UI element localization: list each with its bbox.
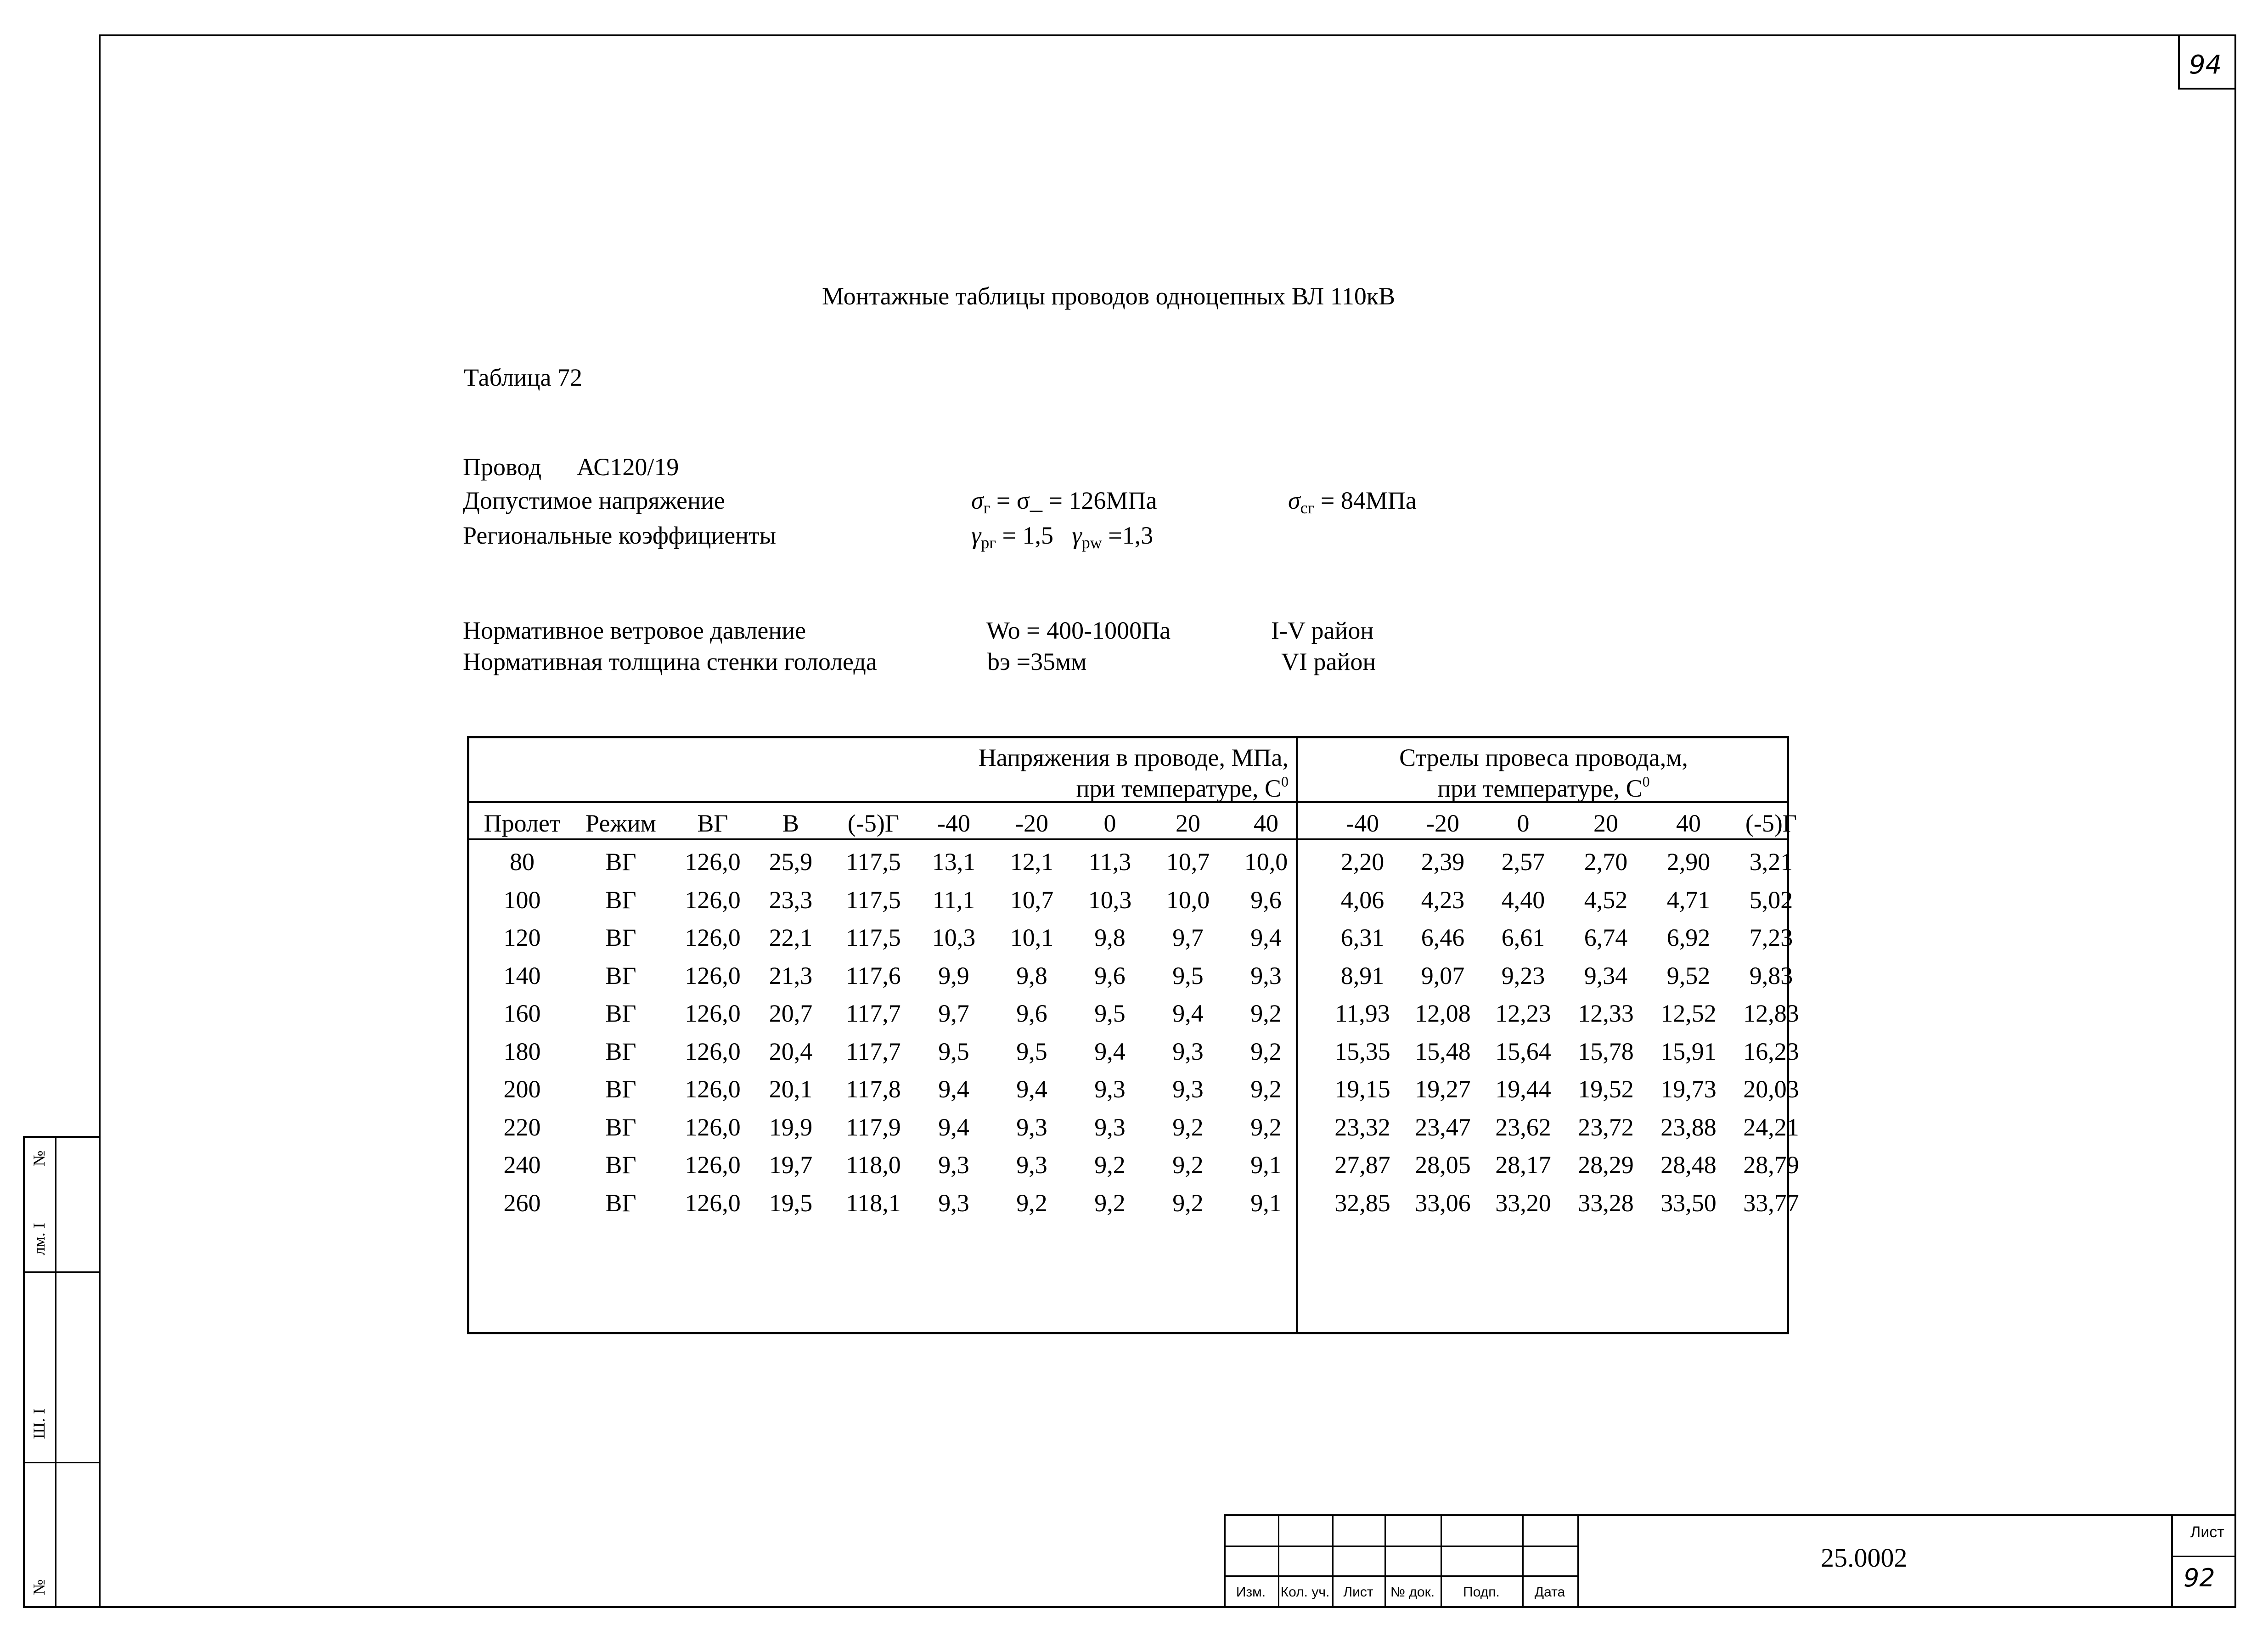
table-cell: 13,1 — [932, 848, 976, 876]
table-row — [469, 1151, 1799, 1190]
side-strip-rule-1 — [23, 1271, 99, 1273]
table-row — [469, 886, 1793, 925]
side-strip-top — [23, 1136, 99, 1138]
stress-group-line1: Напряжения в проводе, МПа, — [978, 744, 1289, 771]
table-cell: 9,7 — [1172, 924, 1204, 951]
table-cell: 9,5 — [1094, 1000, 1126, 1027]
table-cell: 9,5 — [1016, 1037, 1047, 1065]
column-header: 20 — [1176, 809, 1200, 837]
table-cell: 4,52 — [1584, 886, 1628, 914]
table-cell: 9,3 — [1172, 1037, 1204, 1065]
table-label: Таблица 72 — [464, 364, 582, 391]
table-cell: 2,70 — [1584, 848, 1628, 876]
table-cell: 16,23 — [1743, 1037, 1799, 1065]
table-cell: 9,2 — [1016, 1189, 1047, 1217]
table-cell: 10,1 — [1010, 924, 1054, 951]
table-cell: 10,0 — [1166, 886, 1210, 914]
table-cell: 6,46 — [1421, 924, 1465, 951]
table-cell: 9,2 — [1172, 1151, 1204, 1179]
stress-group-header — [979, 743, 1289, 804]
table-row — [469, 848, 1793, 887]
side-no-bottom: № — [30, 1579, 48, 1595]
sag-group-header — [1298, 743, 1789, 804]
table-cell: 9,2 — [1250, 1075, 1282, 1103]
table-cell: 9,52 — [1666, 961, 1711, 989]
table-cell: 9,2 — [1172, 1113, 1204, 1141]
side-strip-bottom — [23, 1606, 99, 1608]
table-cell: 9,2 — [1094, 1189, 1126, 1217]
table-cell: 9,3 — [1016, 1151, 1047, 1179]
regional-coef-formula — [971, 523, 1153, 551]
table-cell: 9,4 — [1172, 1000, 1204, 1027]
table-cell: 19,9 — [769, 1113, 813, 1141]
table-cell: 28,79 — [1743, 1151, 1799, 1179]
table-cell: ВГ — [605, 961, 636, 989]
table-cell: 9,2 — [1250, 1000, 1282, 1027]
table-cell: 19,15 — [1334, 1075, 1390, 1103]
table-cell: 27,87 — [1334, 1151, 1390, 1179]
table-cell: 4,06 — [1340, 886, 1384, 914]
table-cell: ВГ — [605, 1189, 636, 1217]
wire-label: Провод — [463, 453, 542, 481]
column-header: 40 — [1676, 809, 1701, 837]
table-cell: 117,7 — [846, 1037, 901, 1065]
table-cell: 25,9 — [769, 848, 813, 876]
sigma-sg-symbol: σ — [1288, 487, 1300, 514]
table-cell: 9,3 — [1250, 961, 1282, 989]
page-title: Монтажные таблицы проводов одноцепных ВЛ 110кВ — [822, 282, 1396, 310]
table-cell: 19,7 — [769, 1151, 813, 1179]
stamp-sheet-rule — [2171, 1556, 2236, 1557]
table-cell: 12,52 — [1660, 1000, 1716, 1027]
table-cell: 180 — [503, 1037, 541, 1065]
table-column-rule — [469, 838, 1787, 840]
table-cell: 118,0 — [846, 1151, 901, 1179]
column-header: 0 — [1517, 809, 1530, 837]
column-header: Режим — [585, 809, 656, 837]
table-cell: 4,71 — [1666, 886, 1711, 914]
table-cell: ВГ — [605, 1075, 636, 1103]
allowed-stress-formula — [971, 488, 1157, 516]
table-cell: 117,8 — [846, 1075, 901, 1103]
stamp-main-divider — [1577, 1514, 1579, 1608]
table-cell: 23,72 — [1578, 1113, 1634, 1141]
table-cell: 2,90 — [1666, 848, 1711, 876]
ice-label: Нормативная толщина стенки гололеда — [463, 648, 877, 675]
table-cell: 240 — [503, 1151, 541, 1179]
pg-value: = 1,5 — [1002, 522, 1054, 549]
stamp-row-rule-1 — [1224, 1546, 1577, 1547]
table-row — [469, 1113, 1799, 1152]
table-cell: 9,2 — [1250, 1113, 1282, 1141]
stamp-sheet-divider — [2171, 1514, 2173, 1608]
table-cell: ВГ — [605, 886, 636, 914]
table-cell: 9,2 — [1250, 1037, 1282, 1065]
table-cell: 23,47 — [1415, 1113, 1471, 1141]
table-cell: 19,73 — [1660, 1075, 1716, 1103]
table-cell: 23,32 — [1334, 1113, 1390, 1141]
table-cell: 28,17 — [1495, 1151, 1551, 1179]
column-header: -40 — [1346, 809, 1379, 837]
wire-value: АС120/19 — [577, 453, 679, 481]
table-cell: 9,2 — [1172, 1189, 1204, 1217]
stress-value: = 126МПа — [1048, 487, 1157, 514]
pw-value: =1,3 — [1108, 522, 1154, 549]
sub-pg: рг — [981, 534, 996, 552]
table-cell: 11,1 — [932, 886, 975, 914]
table-cell: 12,08 — [1415, 1000, 1471, 1027]
table-cell: 33,20 — [1495, 1189, 1551, 1217]
gamma-pw-symbol: γ — [1072, 522, 1082, 549]
table-cell: 9,6 — [1094, 961, 1126, 989]
table-cell: 9,3 — [938, 1189, 969, 1217]
doc-code: 25.0002 — [1821, 1543, 1908, 1573]
ice-region: VI район — [1281, 648, 1376, 675]
table-cell: 9,4 — [1250, 924, 1282, 951]
column-header: ВГ — [697, 809, 728, 837]
table-cell: 9,4 — [1016, 1075, 1047, 1103]
table-cell: 126,0 — [685, 1151, 741, 1179]
table-cell: 19,52 — [1578, 1075, 1634, 1103]
table-cell: 19,5 — [769, 1189, 813, 1217]
regional-coef-label: Региональные коэффициенты — [463, 522, 777, 549]
table-cell: 140 — [503, 961, 541, 989]
table-cell: 117,7 — [846, 1000, 901, 1027]
stamp-top-rule — [1224, 1514, 2236, 1516]
sag-group-line1: Стрелы провеса провода,м, — [1399, 744, 1688, 771]
stamp-label: № док. — [1390, 1585, 1435, 1600]
table-cell: 24,21 — [1743, 1113, 1799, 1141]
sag-group-line2 — [1298, 773, 1789, 804]
table-cell: 15,91 — [1660, 1037, 1716, 1065]
table-cell: 9,4 — [1094, 1037, 1126, 1065]
table-cell: 9,83 — [1749, 961, 1793, 989]
table-cell: 5,02 — [1749, 886, 1793, 914]
corner-number-box — [2178, 34, 2236, 90]
sheet-number: 92 — [2184, 1563, 2215, 1592]
table-cell: 220 — [503, 1113, 541, 1141]
table-cell: 19,27 — [1415, 1075, 1471, 1103]
table-cell: 33,06 — [1415, 1189, 1471, 1217]
table-cell: 15,35 — [1334, 1037, 1390, 1065]
table-cell: 32,85 — [1334, 1189, 1390, 1217]
table-cell: 126,0 — [685, 1000, 741, 1027]
column-header: 20 — [1593, 809, 1618, 837]
table-cell: 28,29 — [1578, 1151, 1634, 1179]
table-cell: 2,39 — [1421, 848, 1465, 876]
stamp-label: Изм. — [1236, 1585, 1266, 1600]
column-header: В — [782, 809, 799, 837]
table-cell: 10,7 — [1010, 886, 1054, 914]
table-cell: 9,2 — [1094, 1151, 1126, 1179]
table-cell: 9,3 — [1172, 1075, 1204, 1103]
title-block — [1224, 1514, 2236, 1608]
table-cell: 20,7 — [769, 1000, 813, 1027]
corner-number: 94 — [2189, 50, 2222, 80]
sg-formula — [1288, 488, 1417, 516]
table-cell: 126,0 — [685, 1113, 741, 1141]
table-cell: 120 — [503, 924, 541, 951]
table-cell: 117,5 — [846, 886, 901, 914]
degree-sup: 0 — [1281, 773, 1289, 790]
table-cell: 21,3 — [769, 961, 813, 989]
table-cell: 12,23 — [1495, 1000, 1551, 1027]
stamp-row-rule-2 — [1224, 1575, 1577, 1577]
table-cell: 8,91 — [1340, 961, 1384, 989]
table-cell: ВГ — [605, 1037, 636, 1065]
sub-g: г — [983, 499, 990, 517]
column-header: -20 — [1426, 809, 1459, 837]
table-cell: 126,0 — [685, 961, 741, 989]
table-cell: 28,48 — [1660, 1151, 1716, 1179]
column-header: (-5)Г — [1745, 809, 1797, 837]
ice-value: bэ =35мм — [987, 648, 1087, 675]
table-cell: 118,1 — [846, 1189, 901, 1217]
table-cell: 9,6 — [1016, 1000, 1047, 1027]
stamp-label: Лист — [1343, 1585, 1373, 1600]
table-cell: 9,5 — [1172, 961, 1204, 989]
column-header: -40 — [937, 809, 970, 837]
column-header: 40 — [1254, 809, 1278, 837]
table-cell: 20,03 — [1743, 1075, 1799, 1103]
table-cell: 12,33 — [1578, 1000, 1634, 1027]
table-cell: 117,5 — [846, 848, 901, 876]
table-cell: 6,74 — [1584, 924, 1628, 951]
side-mark-1: лм. I — [30, 1223, 48, 1255]
table-cell: 9,4 — [938, 1075, 969, 1103]
table-cell: 10,0 — [1244, 848, 1288, 876]
table-cell: 2,57 — [1501, 848, 1545, 876]
table-cell: 9,9 — [938, 961, 969, 989]
side-strip-mid — [55, 1136, 56, 1608]
side-no-top: № — [30, 1150, 48, 1166]
table-cell: 11,93 — [1335, 1000, 1390, 1027]
table-cell: 200 — [503, 1075, 541, 1103]
table-cell: 19,44 — [1495, 1075, 1551, 1103]
table-cell: ВГ — [605, 1151, 636, 1179]
table-cell: 126,0 — [685, 1075, 741, 1103]
table-cell: ВГ — [605, 924, 636, 951]
column-header: Пролет — [484, 809, 561, 837]
side-mark-2: Ш. I — [30, 1408, 48, 1439]
table-cell: 9,4 — [938, 1113, 969, 1141]
table-cell: 9,6 — [1250, 886, 1282, 914]
sub-sg: сг — [1300, 499, 1315, 517]
table-cell: 9,07 — [1421, 961, 1465, 989]
table-cell: 9,8 — [1016, 961, 1047, 989]
table-cell: 22,1 — [769, 924, 813, 951]
table-cell: 11,3 — [1088, 848, 1131, 876]
table-cell: 3,21 — [1749, 848, 1793, 876]
side-strip-outer — [23, 1136, 25, 1608]
table-row — [469, 924, 1793, 963]
table-row — [469, 1075, 1799, 1114]
column-header: -20 — [1015, 809, 1048, 837]
stress-group-line2 — [979, 773, 1289, 804]
table-cell: 117,9 — [846, 1113, 901, 1141]
sg-value: = 84МПа — [1320, 487, 1417, 514]
table-cell: 12,83 — [1743, 1000, 1799, 1027]
allowed-stress-label: Допустимое напряжение — [463, 487, 725, 514]
table-cell: 28,05 — [1415, 1151, 1471, 1179]
table-cell: 9,1 — [1250, 1151, 1282, 1179]
mounting-table — [467, 736, 1799, 1334]
sub-pw: pw — [1081, 534, 1102, 552]
side-strip-rule-2 — [23, 1462, 99, 1463]
table-cell: 15,64 — [1495, 1037, 1551, 1065]
table-cell: 10,3 — [1088, 886, 1132, 914]
table-cell: 9,5 — [938, 1037, 969, 1065]
table-cell: 23,3 — [769, 886, 813, 914]
table-cell: 23,88 — [1660, 1113, 1716, 1141]
table-cell: 23,62 — [1495, 1113, 1551, 1141]
table-cell: 33,28 — [1578, 1189, 1634, 1217]
table-cell: 20,4 — [769, 1037, 813, 1065]
table-cell: 4,40 — [1501, 886, 1545, 914]
stamp-label: Подп. — [1463, 1585, 1500, 1600]
stamp-label: Кол. уч. — [1280, 1585, 1330, 1600]
table-cell: ВГ — [605, 1113, 636, 1141]
table-cell: 33,77 — [1743, 1189, 1799, 1217]
stress-group-line2-text: при температуре, C — [1076, 774, 1281, 802]
table-cell: 9,3 — [938, 1151, 969, 1179]
table-cell: 126,0 — [685, 848, 741, 876]
table-cell: 4,23 — [1421, 886, 1465, 914]
table-row — [469, 1037, 1799, 1077]
table-cell: 9,7 — [938, 1000, 969, 1027]
table-cell: 2,20 — [1340, 848, 1384, 876]
table-cell: 9,3 — [1094, 1113, 1126, 1141]
table-cell: 10,3 — [932, 924, 976, 951]
table-cell: 20,1 — [769, 1075, 813, 1103]
stamp-label: Дата — [1534, 1585, 1565, 1600]
table-cell: ВГ — [605, 1000, 636, 1027]
table-cell: 15,78 — [1578, 1037, 1634, 1065]
table-cell: 33,50 — [1660, 1189, 1716, 1217]
table-cell: 117,6 — [846, 961, 901, 989]
table-cell: 10,7 — [1166, 848, 1210, 876]
column-header: (-5)Г — [847, 809, 900, 837]
table-row — [469, 1189, 1799, 1228]
wind-value: Wo = 400-1000Па — [986, 617, 1171, 644]
table-cell: 12,1 — [1010, 848, 1054, 876]
table-cell: 6,61 — [1501, 924, 1545, 951]
gamma-pg-symbol: γ — [971, 522, 981, 549]
table-cell: ВГ — [605, 848, 636, 876]
side-strip — [23, 1136, 99, 1608]
table-cell: 9,23 — [1501, 961, 1545, 989]
table-cell: 7,23 — [1749, 924, 1793, 951]
table-row — [469, 1000, 1799, 1039]
eq-dash: = σ_ — [996, 487, 1042, 514]
table-cell: 6,31 — [1340, 924, 1384, 951]
table-cell: 126,0 — [685, 924, 741, 951]
table-cell: 15,48 — [1415, 1037, 1471, 1065]
wind-region: I-V район — [1271, 617, 1374, 644]
sheet-label: Лист — [2190, 1523, 2224, 1541]
column-header: 0 — [1103, 809, 1116, 837]
sigma-symbol: σ — [971, 487, 984, 514]
table-cell: 160 — [503, 1000, 541, 1027]
table-cell: 9,3 — [1016, 1113, 1047, 1141]
table-cell: 80 — [510, 848, 535, 876]
table-cell: 117,5 — [846, 924, 901, 951]
table-cell: 260 — [503, 1189, 541, 1217]
table-cell: 100 — [503, 886, 541, 914]
table-cell: 6,92 — [1666, 924, 1711, 951]
table-cell: 9,3 — [1094, 1075, 1126, 1103]
table-cell: 126,0 — [685, 886, 741, 914]
table-cell: 9,34 — [1584, 961, 1628, 989]
table-cell: 9,1 — [1250, 1189, 1282, 1217]
sag-group-line2-text: при температуре, C — [1437, 774, 1643, 802]
table-cell: 9,8 — [1094, 924, 1126, 951]
table-cell: 126,0 — [685, 1037, 741, 1065]
wind-label: Нормативное ветровое давление — [463, 617, 806, 644]
table-row — [469, 961, 1793, 1001]
degree-sup-2: 0 — [1642, 773, 1650, 790]
table-cell: 126,0 — [685, 1189, 741, 1217]
